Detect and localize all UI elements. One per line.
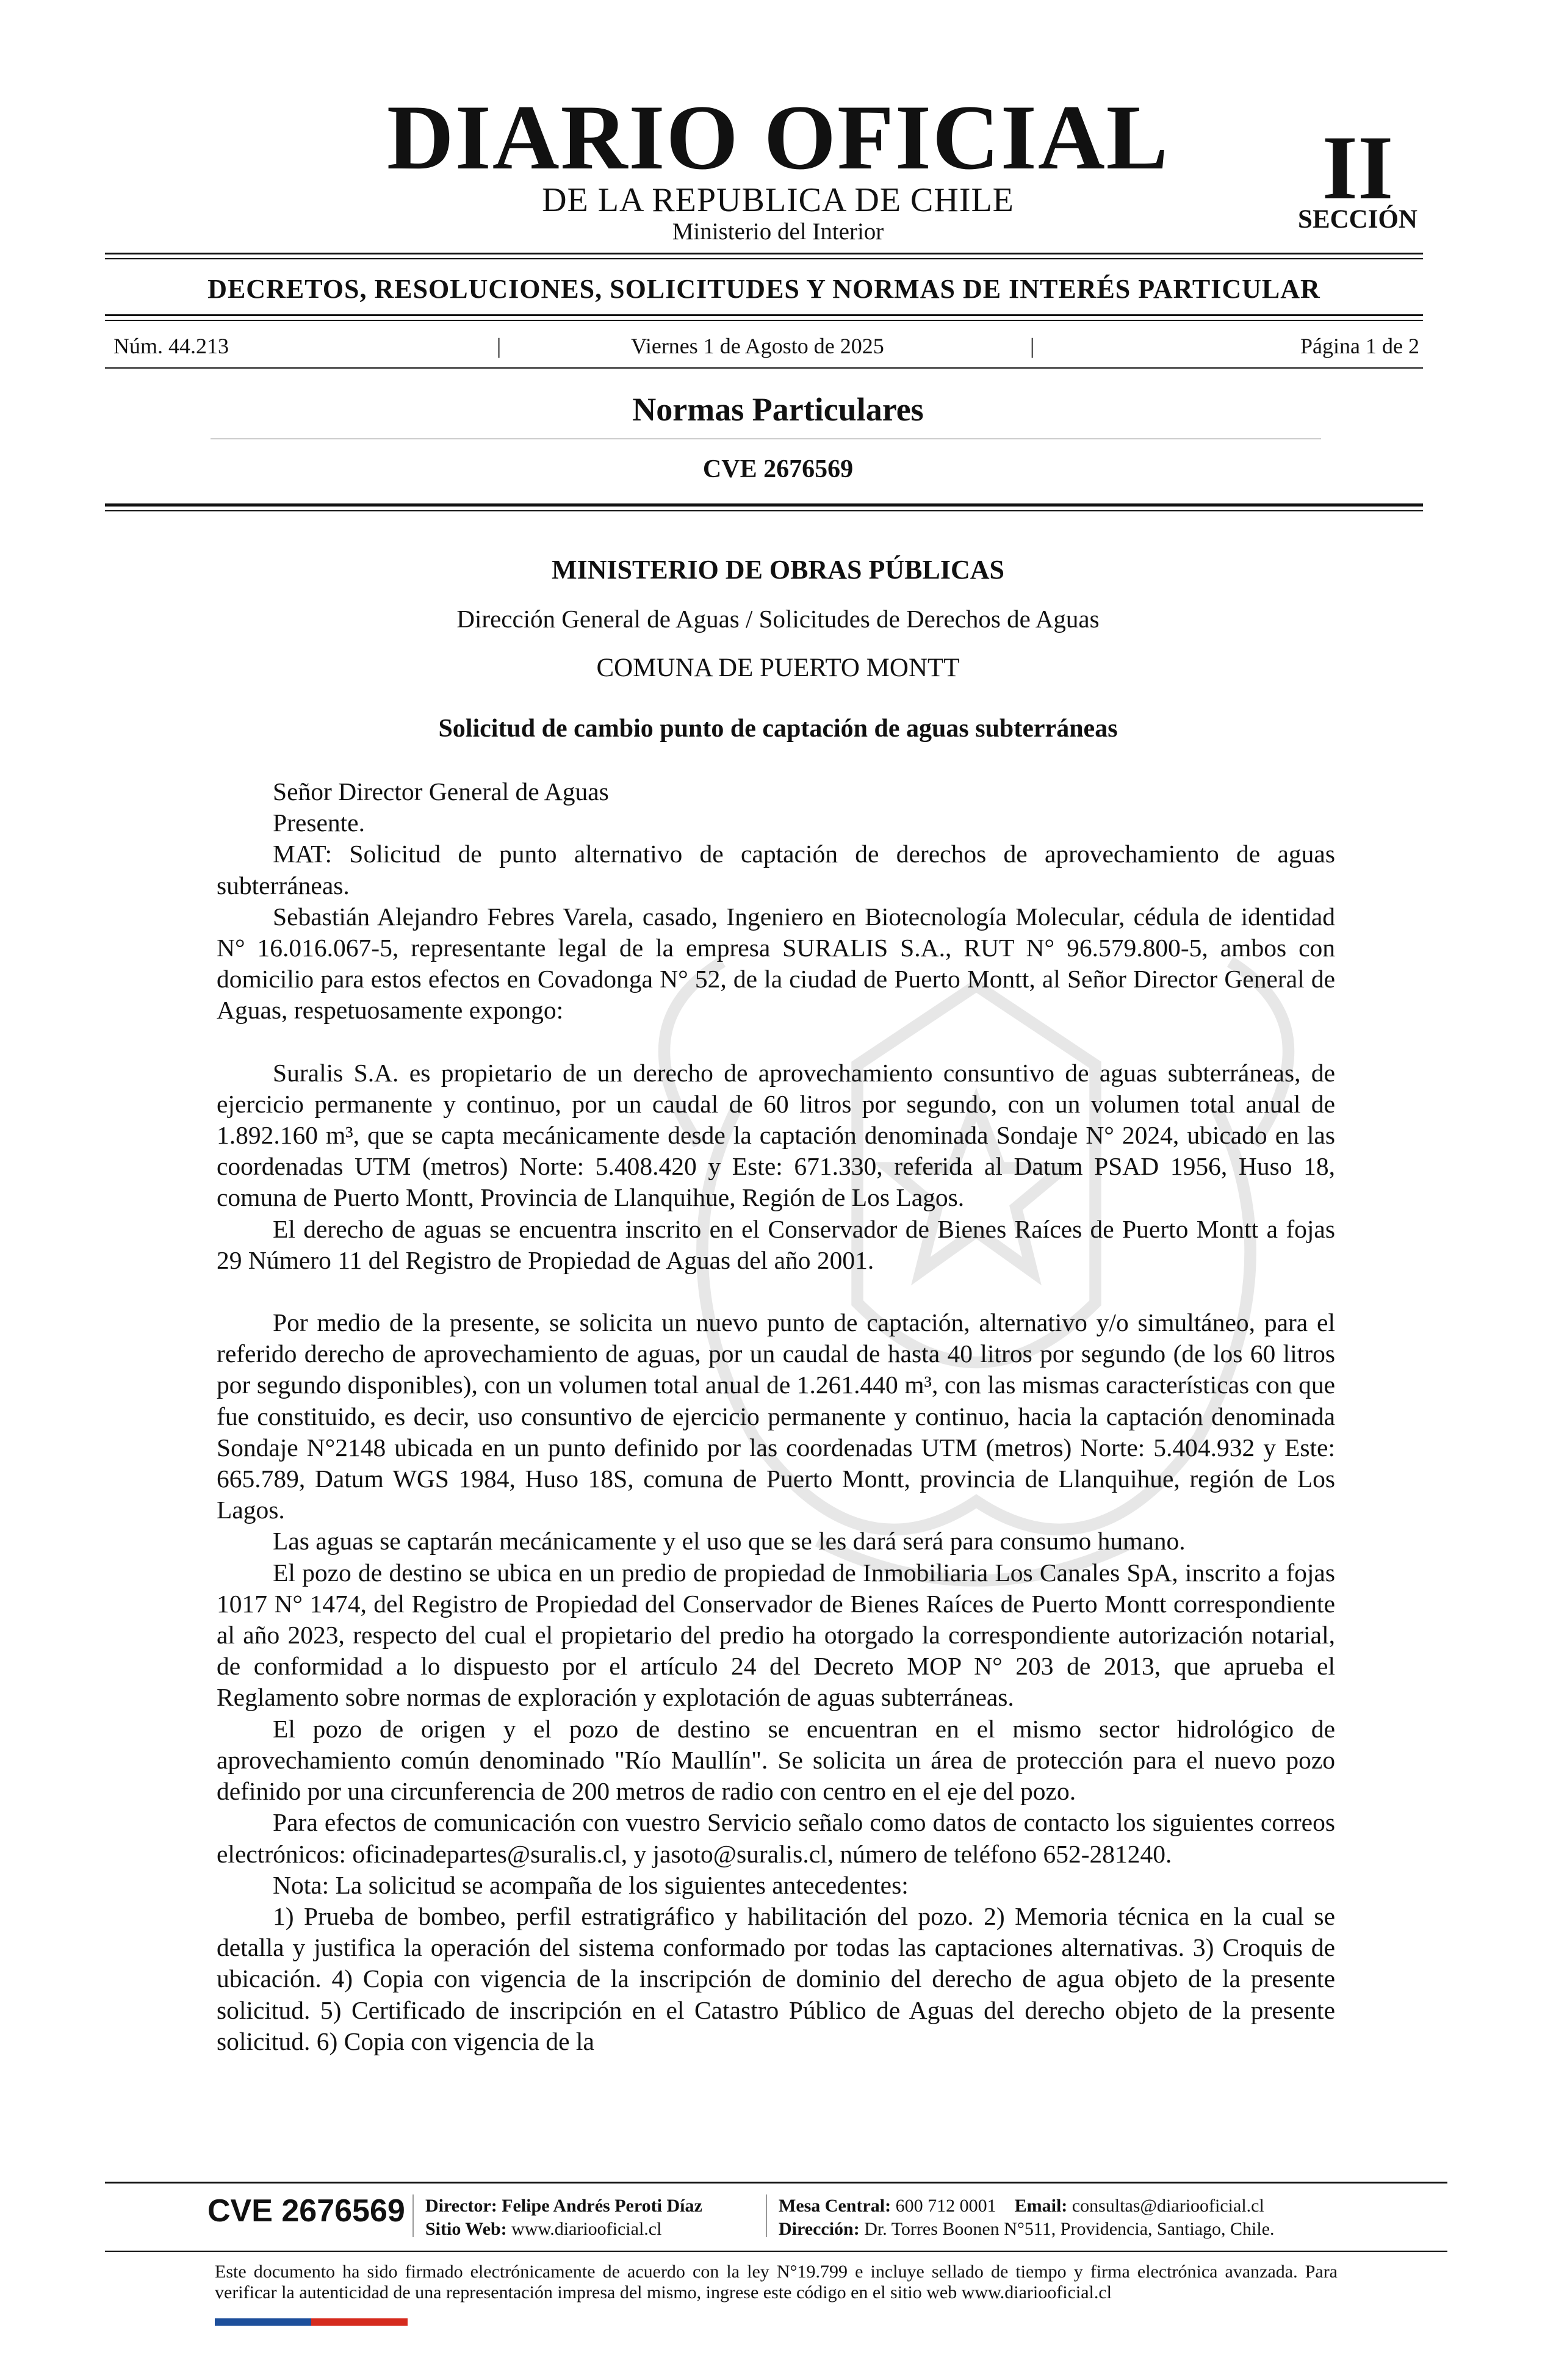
directorate-heading: Dirección General de Aguas / Solicitudes de Derechos de Aguas [456,605,1100,633]
body-paragraph: MAT: Solicitud de punto alternativo de captación de derechos de aprovechamiento de aguas subterráneas. [217,840,1335,900]
header-divider [105,253,1423,254]
address-label: Dirección: [779,2219,860,2239]
phone-label: Mesa Central: [779,2196,891,2216]
footer-divider [105,2182,1447,2183]
body-paragraph: Señor Director General de Aguas [273,777,609,806]
category-heading: DECRETOS, RESOLUCIONES, SOLICITUDES Y NORMAS DE INTERÉS PARTICULAR [207,274,1320,304]
body-paragraph: Presente. [273,809,365,837]
body-paragraph: El derecho de aguas se encuentra inscrito en el Conservador de Bienes Raíces de Puerto Montt a fojas 29 Número 11 del Registro de Propiedad de Aguas del año 2001. [217,1214,1335,1274]
issue-separator: | [497,334,502,358]
heading-rule [211,438,1321,439]
body-paragraph: Sebastián Alejandro Febres Varela, casado, Ingeniero en Biotecnología Molecular, cédula de identidad N° 16.016.067-5, representante legal de la empresa SURALIS S.A., RUT N° 96.579.800-5, ambos con domicilio para estos efectos en Covadonga N° 52, de la ciudad de Puerto Montt, al Señor Director General de Aguas, respetuosamente expongo: [217,902,1335,1025]
body-paragraph: Para efectos de comunicación con vuestro Servicio señalo como datos de contacto los siguientes correos electrónicos: oficinadepartes@suralis.cl, y jasoto@suralis.cl, número de teléfono 652-281240. [217,1808,1335,1868]
email-link[interactable]: consultas@diariooficial.cl [1072,2196,1264,2216]
document-title: Solicitud de cambio punto de captación de aguas subterráneas [438,715,1118,743]
footer-cve-code: CVE 2676569 [207,2193,405,2229]
issue-number: Núm. 44.213 [113,334,229,358]
cve-divider [105,510,1423,511]
section-label: SECCIÓN [1298,205,1417,234]
body-paragraph: Las aguas se captarán mecánicamente y el uso que se les dará será para consumo humano. [273,1527,1186,1556]
section-marker [1288,117,1428,234]
section-heading: Normas Particulares [632,391,924,428]
flag-blue-stripe [215,2318,311,2326]
flag-red-stripe [311,2318,408,2326]
issue-divider [105,367,1423,369]
newspaper-subtitle: DE LA REPUBLICA DE CHILE [542,181,1014,219]
footer-separator [412,2194,414,2237]
category-divider [105,314,1423,316]
director-label: Director: [425,2196,497,2216]
category-divider [105,320,1423,321]
body-paragraph: Suralis S.A. es propietario de un derecho de aprovechamiento consuntivo de aguas subterráneas, de ejercicio permanente y continuo, por un caudal de 60 litros por segundo, con un volumen total anual de 1.892.160 m³, que se capta mecánicamente desde la captación denominada Sondaje N° 2024, ubicado en las coordenadas UTM (metros) Norte: 5.408.420 y Este: 671.330, referida al Datum PSAD 1956, Huso 18, comuna de Puerto Montt, Provincia de Llanquihue, Región de Los Lagos. [217,1058,1335,1212]
commune-heading: COMUNA DE PUERTO MONTT [596,654,960,682]
cve-divider [105,503,1423,507]
issue-date: Viernes 1 de Agosto de 2025 [631,334,884,358]
address-text: Dr. Torres Boonen N°511, Providencia, Santiago, Chile. [864,2219,1275,2239]
issue-line [113,333,1419,358]
footer-director-block [425,2194,702,2241]
website-link[interactable]: www.diariooficial.cl [511,2219,662,2239]
email-label: Email: [1014,2196,1068,2216]
body-paragraph: Por medio de la presente, se solicita un nuevo punto de captación, alternativo y/o simultáneo, para el referido derecho de aprovechamiento de aguas, por un caudal de hasta 40 litros por segundo (de los 60 litros por segundo disponibles), con un volumen total anual de 1.261.440 m³, con las mismas características con que fue constituido, es decir, uso consuntivo de ejercicio permanente y continuo, hacia la captación denominada Sondaje N°2148 ubicada en un punto definido por las coordenadas UTM (metros) Norte: 5.404.932 y Este: 665.789, Datum WGS 1984, Huso 18S, comuna de Puerto Montt, provincia de Llanquihue, región de Los Lagos. [217,1308,1335,1524]
ministry-heading: MINISTERIO DE OBRAS PÚBLICAS [551,555,1005,585]
footer-divider [105,2251,1447,2252]
issue-separator: | [1030,334,1035,358]
body-paragraph: 1) Prueba de bombeo, perfil estratigráfico y habilitación del pozo. 2) Memoria técnica en la cual se detalla y justifica la operación del sistema conformado por todas las captaciones alternativas. 3) Croquis de ubicación. 4) Copia con vigencia de la inscripción de dominio del derecho de agua objeto de la presente solicitud. 5) Certificado de inscripción en el Catastro Público de Aguas del derecho objeto de la presente solicitud. 6) Copia con vigencia de la [217,1902,1335,2055]
newspaper-title: DIARIO OFICIAL [386,86,1170,189]
cve-code: CVE 2676569 [702,455,854,483]
footer-contact-block [779,2194,1275,2241]
section-number: II [1322,117,1394,218]
document-body [217,776,1335,2057]
legal-notice: Este documento ha sido firmado electrónicamente de acuerdo con la ley N°19.799 e incluye sellado de tiempo y firma electrónica avanzada. Para verificar la autenticidad de una representación impresa del mismo, ingrese este código en el sitio web www.diariooficial.cl [215,2262,1338,2302]
newspaper-ministry: Ministerio del Interior [672,218,884,245]
phone-number: 600 712 0001 [895,2196,996,2216]
body-paragraph: El pozo de destino se ubica en un predio de propiedad de Inmobiliaria Los Canales SpA, inscrito a fojas 1017 N° 1474, del Registro de Propiedad del Conservador de Bienes Raíces de Puerto Montt correspondiente al año 2023, respecto del cual el propietario del predio ha otorgado la correspondiente autorización notarial, de conformidad a lo dispuesto por el artículo 24 del Decreto MOP N° 203 de 2013, que aprueba el Reglamento sobre normas de exploración y explotación de aguas subterráneas. [217,1558,1335,1712]
header-divider [105,258,1423,259]
website-label: Sitio Web: [425,2219,507,2239]
page-indicator: Página 1 de 2 [1300,334,1419,358]
body-paragraph: El pozo de origen y el pozo de destino se encuentran en el mismo sector hidrológico de aprovechamiento común denominado "Río Maullín". Se solicita un área de protección para el nuevo pozo definido por una circunferencia de 200 metros de radio con centro en el eje del pozo. [217,1714,1335,1806]
director-name: Felipe Andrés Peroti Díaz [502,2196,702,2216]
body-paragraph: Nota: La solicitud se acompaña de los siguientes antecedentes: [273,1870,909,1899]
footer-separator [766,2194,767,2237]
